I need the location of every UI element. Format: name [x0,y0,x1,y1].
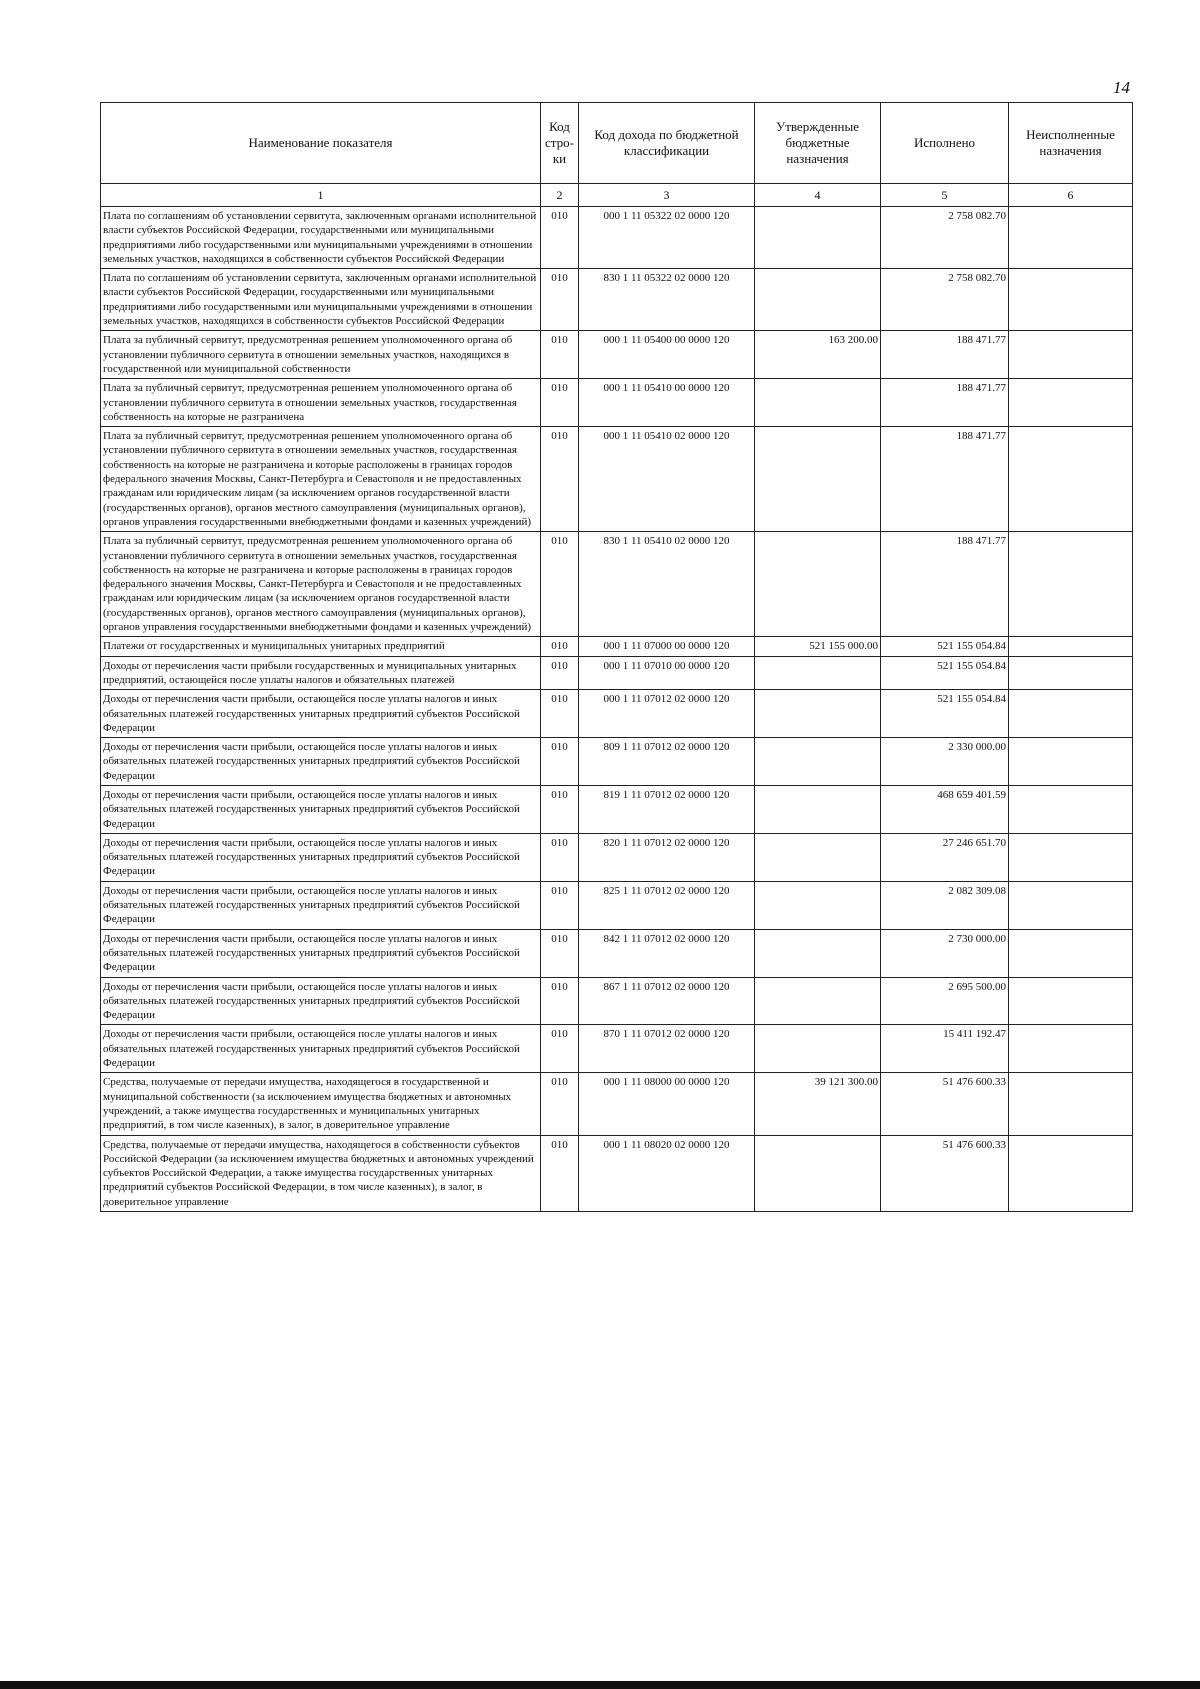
income-code: 000 1 11 08000 00 0000 120 [579,1073,755,1135]
income-code: 870 1 11 07012 02 0000 120 [579,1025,755,1073]
header-executed: Исполнено [881,103,1009,184]
income-code: 820 1 11 07012 02 0000 120 [579,833,755,881]
header-approved: Утвержденные бюджетные назначения [755,103,881,184]
executed-amount: 51 476 600.33 [881,1135,1009,1211]
income-code: 830 1 11 05410 02 0000 120 [579,532,755,637]
executed-amount: 188 471.77 [881,532,1009,637]
line-code: 010 [541,532,579,637]
approved-amount [755,833,881,881]
column-number-6: 6 [1009,184,1133,207]
table-row [101,929,1133,977]
income-code: 819 1 11 07012 02 0000 120 [579,785,755,833]
indicator-name: Плата за публичный сервитут, предусмотренная решением уполномоченного органа об установлении публичного сервитута в отношении земельных участков, государственная собственность на которые не разграничена и которые расположены в границах городов федерального значения Москвы, Санкт-Петербурга и Севастополя и не предоставленных гражданам или юридическим лицам (за исключением органов государственной власти (государственных органов), органов местного самоуправления (муниципальных органов), органов управления государственными внебюджетными фондами и казенных учреждений) [101,427,541,532]
income-code: 000 1 11 05322 02 0000 120 [579,207,755,269]
unexecuted-amount [1009,379,1133,427]
line-code: 010 [541,379,579,427]
executed-amount: 2 730 000.00 [881,929,1009,977]
income-code: 000 1 11 07012 02 0000 120 [579,690,755,738]
table-row [101,977,1133,1025]
unexecuted-amount [1009,977,1133,1025]
approved-amount: 163 200.00 [755,331,881,379]
income-code: 842 1 11 07012 02 0000 120 [579,929,755,977]
executed-amount: 521 155 054.84 [881,637,1009,656]
unexecuted-amount [1009,738,1133,786]
header-income-code: Код дохода по бюджетной классификации [579,103,755,184]
indicator-name: Средства, получаемые от передачи имущества, находящегося в собственности субъектов Российской Федерации (за исключением имущества бюджетных и автономных учреждений субъектов Российской Федерации, а также имущества государственных унитарных предприятий субъектов Российской Федерации, в том числе казенных), в залог, в доверительное управление [101,1135,541,1211]
unexecuted-amount [1009,1135,1133,1211]
table-header [101,103,1133,207]
column-number-5: 5 [881,184,1009,207]
table-row [101,833,1133,881]
income-code: 830 1 11 05322 02 0000 120 [579,269,755,331]
table-row [101,1025,1133,1073]
income-code: 000 1 11 05410 00 0000 120 [579,379,755,427]
approved-amount [755,738,881,786]
table-row [101,1135,1133,1211]
unexecuted-amount [1009,833,1133,881]
approved-amount [755,207,881,269]
line-code: 010 [541,269,579,331]
indicator-name: Средства, получаемые от передачи имущества, находящегося в государственной и муниципальной собственности (за исключением имущества бюджетных и автономных учреждений, а также имущества государственных и муниципальных унитарных предприятий, в том числе казенных), в залог, в доверительное управление [101,1073,541,1135]
income-code: 000 1 11 05400 00 0000 120 [579,331,755,379]
indicator-name: Доходы от перечисления части прибыли, остающейся после уплаты налогов и иных обязательных платежей государственных унитарных предприятий субъектов Российской Федерации [101,881,541,929]
table-row [101,207,1133,269]
table-row [101,738,1133,786]
unexecuted-amount [1009,881,1133,929]
line-code: 010 [541,881,579,929]
unexecuted-amount [1009,785,1133,833]
line-code: 010 [541,637,579,656]
line-code: 010 [541,929,579,977]
unexecuted-amount [1009,690,1133,738]
unexecuted-amount [1009,929,1133,977]
table-row [101,427,1133,532]
table-body [101,207,1133,1212]
indicator-name: Платежи от государственных и муниципальных унитарных предприятий [101,637,541,656]
approved-amount [755,532,881,637]
unexecuted-amount [1009,1025,1133,1073]
table-row [101,331,1133,379]
indicator-name: Доходы от перечисления части прибыли, остающейся после уплаты налогов и иных обязательных платежей государственных унитарных предприятий субъектов Российской Федерации [101,785,541,833]
executed-amount: 2 758 082.70 [881,269,1009,331]
income-code: 867 1 11 07012 02 0000 120 [579,977,755,1025]
indicator-name: Доходы от перечисления части прибыли, остающейся после уплаты налогов и иных обязательных платежей государственных унитарных предприятий субъектов Российской Федерации [101,1025,541,1073]
indicator-name: Плата по соглашениям об установлении сервитута, заключенным органами исполнительной власти субъектов Российской Федерации, государственными или муниципальными предприятиями либо государственными или муниципальными учреждениями в отношении земельных участков, находящихся в собственности субъектов Российской Федерации [101,269,541,331]
table-row [101,637,1133,656]
scan-bottom-edge [0,1681,1200,1689]
table-row [101,532,1133,637]
approved-amount [755,785,881,833]
approved-amount [755,690,881,738]
executed-amount: 521 155 054.84 [881,690,1009,738]
indicator-name: Доходы от перечисления части прибыли, остающейся после уплаты налогов и иных обязательных платежей государственных унитарных предприятий субъектов Российской Федерации [101,833,541,881]
line-code: 010 [541,1135,579,1211]
line-code: 010 [541,656,579,690]
table-row [101,269,1133,331]
executed-amount: 2 330 000.00 [881,738,1009,786]
income-code: 000 1 11 08020 02 0000 120 [579,1135,755,1211]
unexecuted-amount [1009,637,1133,656]
approved-amount: 39 121 300.00 [755,1073,881,1135]
line-code: 010 [541,1073,579,1135]
executed-amount: 2 695 500.00 [881,977,1009,1025]
approved-amount [755,379,881,427]
indicator-name: Доходы от перечисления части прибыли государственных и муниципальных унитарных предприятий, остающейся после уплаты налогов и обязательных платежей [101,656,541,690]
indicator-name: Плата за публичный сервитут, предусмотренная решением уполномоченного органа об установлении публичного сервитута в отношении земельных участков, государственная собственность на которые не разграничена и которые расположены в границах городов федерального значения Москвы, Санкт-Петербурга и Севастополя и не предоставленных гражданам или юридическим лицам (за исключением органов государственной власти (государственных органов), органов местного самоуправления (муниципальных органов), органов управления государственными внебюджетными фондами и казенных учреждений) [101,532,541,637]
line-code: 010 [541,738,579,786]
column-number-2: 2 [541,184,579,207]
unexecuted-amount [1009,427,1133,532]
table-row [101,690,1133,738]
line-code: 010 [541,207,579,269]
budget-execution-table [100,102,1133,1212]
approved-amount [755,427,881,532]
unexecuted-amount [1009,269,1133,331]
executed-amount: 188 471.77 [881,427,1009,532]
executed-amount: 188 471.77 [881,331,1009,379]
income-code: 000 1 11 07010 00 0000 120 [579,656,755,690]
column-number-1: 1 [101,184,541,207]
executed-amount: 15 411 192.47 [881,1025,1009,1073]
income-code: 825 1 11 07012 02 0000 120 [579,881,755,929]
executed-amount: 2 082 309.08 [881,881,1009,929]
indicator-name: Доходы от перечисления части прибыли, остающейся после уплаты налогов и иных обязательных платежей государственных унитарных предприятий субъектов Российской Федерации [101,977,541,1025]
table-row [101,656,1133,690]
unexecuted-amount [1009,207,1133,269]
indicator-name: Доходы от перечисления части прибыли, остающейся после уплаты налогов и иных обязательных платежей государственных унитарных предприятий субъектов Российской Федерации [101,929,541,977]
executed-amount: 51 476 600.33 [881,1073,1009,1135]
executed-amount: 2 758 082.70 [881,207,1009,269]
unexecuted-amount [1009,331,1133,379]
line-code: 010 [541,1025,579,1073]
approved-amount [755,881,881,929]
header-line-code: Код стро-ки [541,103,579,184]
header-indicator-name: Наименование показателя [101,103,541,184]
column-number-4: 4 [755,184,881,207]
income-code: 809 1 11 07012 02 0000 120 [579,738,755,786]
approved-amount [755,656,881,690]
indicator-name: Плата за публичный сервитут, предусмотренная решением уполномоченного органа об установлении публичного сервитута в отношении земельных участков, государственная собственность на которые не разграничена [101,379,541,427]
line-code: 010 [541,690,579,738]
indicator-name: Доходы от перечисления части прибыли, остающейся после уплаты налогов и иных обязательных платежей государственных унитарных предприятий субъектов Российской Федерации [101,690,541,738]
table-row [101,785,1133,833]
indicator-name: Плата по соглашениям об установлении сервитута, заключенным органами исполнительной власти субъектов Российской Федерации, государственными или муниципальными предприятиями либо государственными или муниципальными учреждениями в отношении земельных участков, находящихся в собственности субъектов Российской Федерации [101,207,541,269]
income-code: 000 1 11 05410 02 0000 120 [579,427,755,532]
line-code: 010 [541,785,579,833]
table-row [101,379,1133,427]
executed-amount: 188 471.77 [881,379,1009,427]
approved-amount [755,929,881,977]
column-number-3: 3 [579,184,755,207]
approved-amount [755,1025,881,1073]
unexecuted-amount [1009,1073,1133,1135]
unexecuted-amount [1009,656,1133,690]
executed-amount: 521 155 054.84 [881,656,1009,690]
indicator-name: Доходы от перечисления части прибыли, остающейся после уплаты налогов и иных обязательных платежей государственных унитарных предприятий субъектов Российской Федерации [101,738,541,786]
approved-amount [755,269,881,331]
unexecuted-amount [1009,532,1133,637]
line-code: 010 [541,427,579,532]
table-row [101,1073,1133,1135]
approved-amount [755,1135,881,1211]
income-code: 000 1 11 07000 00 0000 120 [579,637,755,656]
table-row [101,881,1133,929]
approved-amount [755,977,881,1025]
executed-amount: 468 659 401.59 [881,785,1009,833]
approved-amount: 521 155 000.00 [755,637,881,656]
executed-amount: 27 246 651.70 [881,833,1009,881]
header-unexecuted: Неисполненные назначения [1009,103,1133,184]
line-code: 010 [541,833,579,881]
line-code: 010 [541,977,579,1025]
page-number: 14 [1113,78,1130,97]
line-code: 010 [541,331,579,379]
indicator-name: Плата за публичный сервитут, предусмотренная решением уполномоченного органа об установлении публичного сервитута в отношении земельных участков, находящихся в государственной или муниципальной собственности [101,331,541,379]
